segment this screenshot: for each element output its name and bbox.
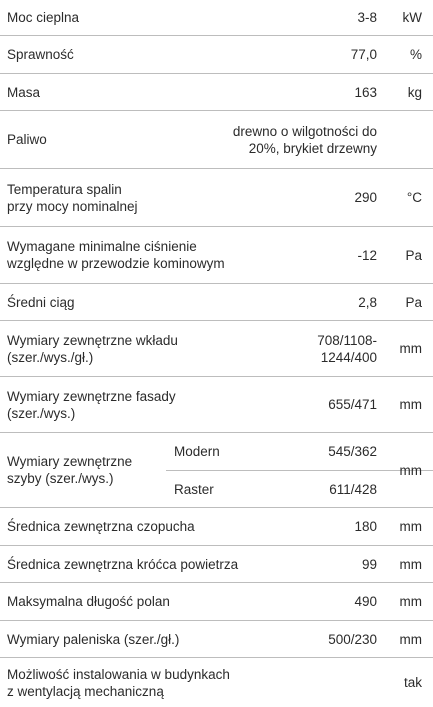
spec-row [0,227,433,284]
spec-unit: % [409,47,422,62]
spec-row [0,583,433,621]
spec-value: 3-8 [357,10,377,25]
spec-row [0,0,433,36]
spec-row [0,284,433,321]
spec-label: Masa [7,84,41,100]
spec-value: 77,0 [350,47,377,62]
spec-label: Wymiary zewnętrzne wkładu (szer./wys./gł.) [7,332,178,365]
spec-label: Wymiary zewnętrzne szyby (szer./wys.) [7,454,133,486]
spec-unit: Pa [405,294,422,310]
spec-label: Średnica zewnętrzna króćca powietrza [7,556,239,572]
spec-row [0,36,433,74]
spec-unit: mm [399,631,422,647]
sub-spec-label: Modern [174,444,220,460]
sub-spec-value: 545/362 [328,444,377,460]
spec-row [0,546,433,583]
spec-unit: mm [399,341,422,356]
spec-label: Średnica zewnętrzna czopucha [7,519,195,534]
spec-label: Temperatura spalin przy mocy nominalnej [7,181,138,214]
spec-label: Średni ciąg [7,294,75,310]
spec-value: 708/1108- 1244/400 [317,332,377,365]
spec-unit: Pa [405,247,422,263]
spec-row [0,377,433,433]
spec-unit: °C [406,190,422,205]
spec-value: 99 [361,556,377,572]
spec-value: drewno o wilgotności do 20%, brykiet drzewny [232,123,377,156]
spec-value: 655/471 [328,397,377,412]
spec-unit: mm [399,462,422,478]
spec-value: -12 [357,247,377,263]
spec-label: Wymiary zewnętrzne fasady (szer./wys.) [7,388,176,421]
spec-row [0,658,433,707]
spec-row [0,508,433,546]
spec-label: Wymiary paleniska (szer./gł.) [7,631,180,647]
spec-label: Paliwo [7,132,47,147]
spec-value: 290 [354,190,377,205]
spec-row [0,621,433,658]
spec-label: Maksymalna długość polan [7,594,170,609]
spec-label: Możliwość instalowania w budynkach z wentylacją mechaniczną [7,666,230,699]
spec-value: 2,8 [358,294,377,310]
spec-unit: mm [399,519,422,534]
spec-value: 163 [354,84,377,100]
spec-row [0,321,433,377]
spec-value: 490 [354,594,377,609]
spec-row [0,111,433,169]
spec-row [0,74,433,111]
spec-unit: mm [399,594,422,609]
spec-unit: mm [399,556,422,572]
spec-value: 180 [354,519,377,534]
spec-unit: tak [403,675,422,690]
spec-unit: kg [407,84,422,100]
spec-unit: kW [402,10,422,25]
sub-divider [166,470,433,471]
sub-spec-label: Raster [174,481,214,497]
spec-label: Sprawność [7,47,74,62]
spec-label: Wymagane minimalne ciśnienie względne w przewodzie kominowym [7,239,225,271]
spec-value: 500/230 [328,631,377,647]
sub-spec-value: 611/428 [329,481,377,497]
spec-row [0,169,433,227]
spec-label: Moc cieplna [7,10,80,25]
spec-unit: mm [399,397,422,412]
spec-row [0,433,433,508]
